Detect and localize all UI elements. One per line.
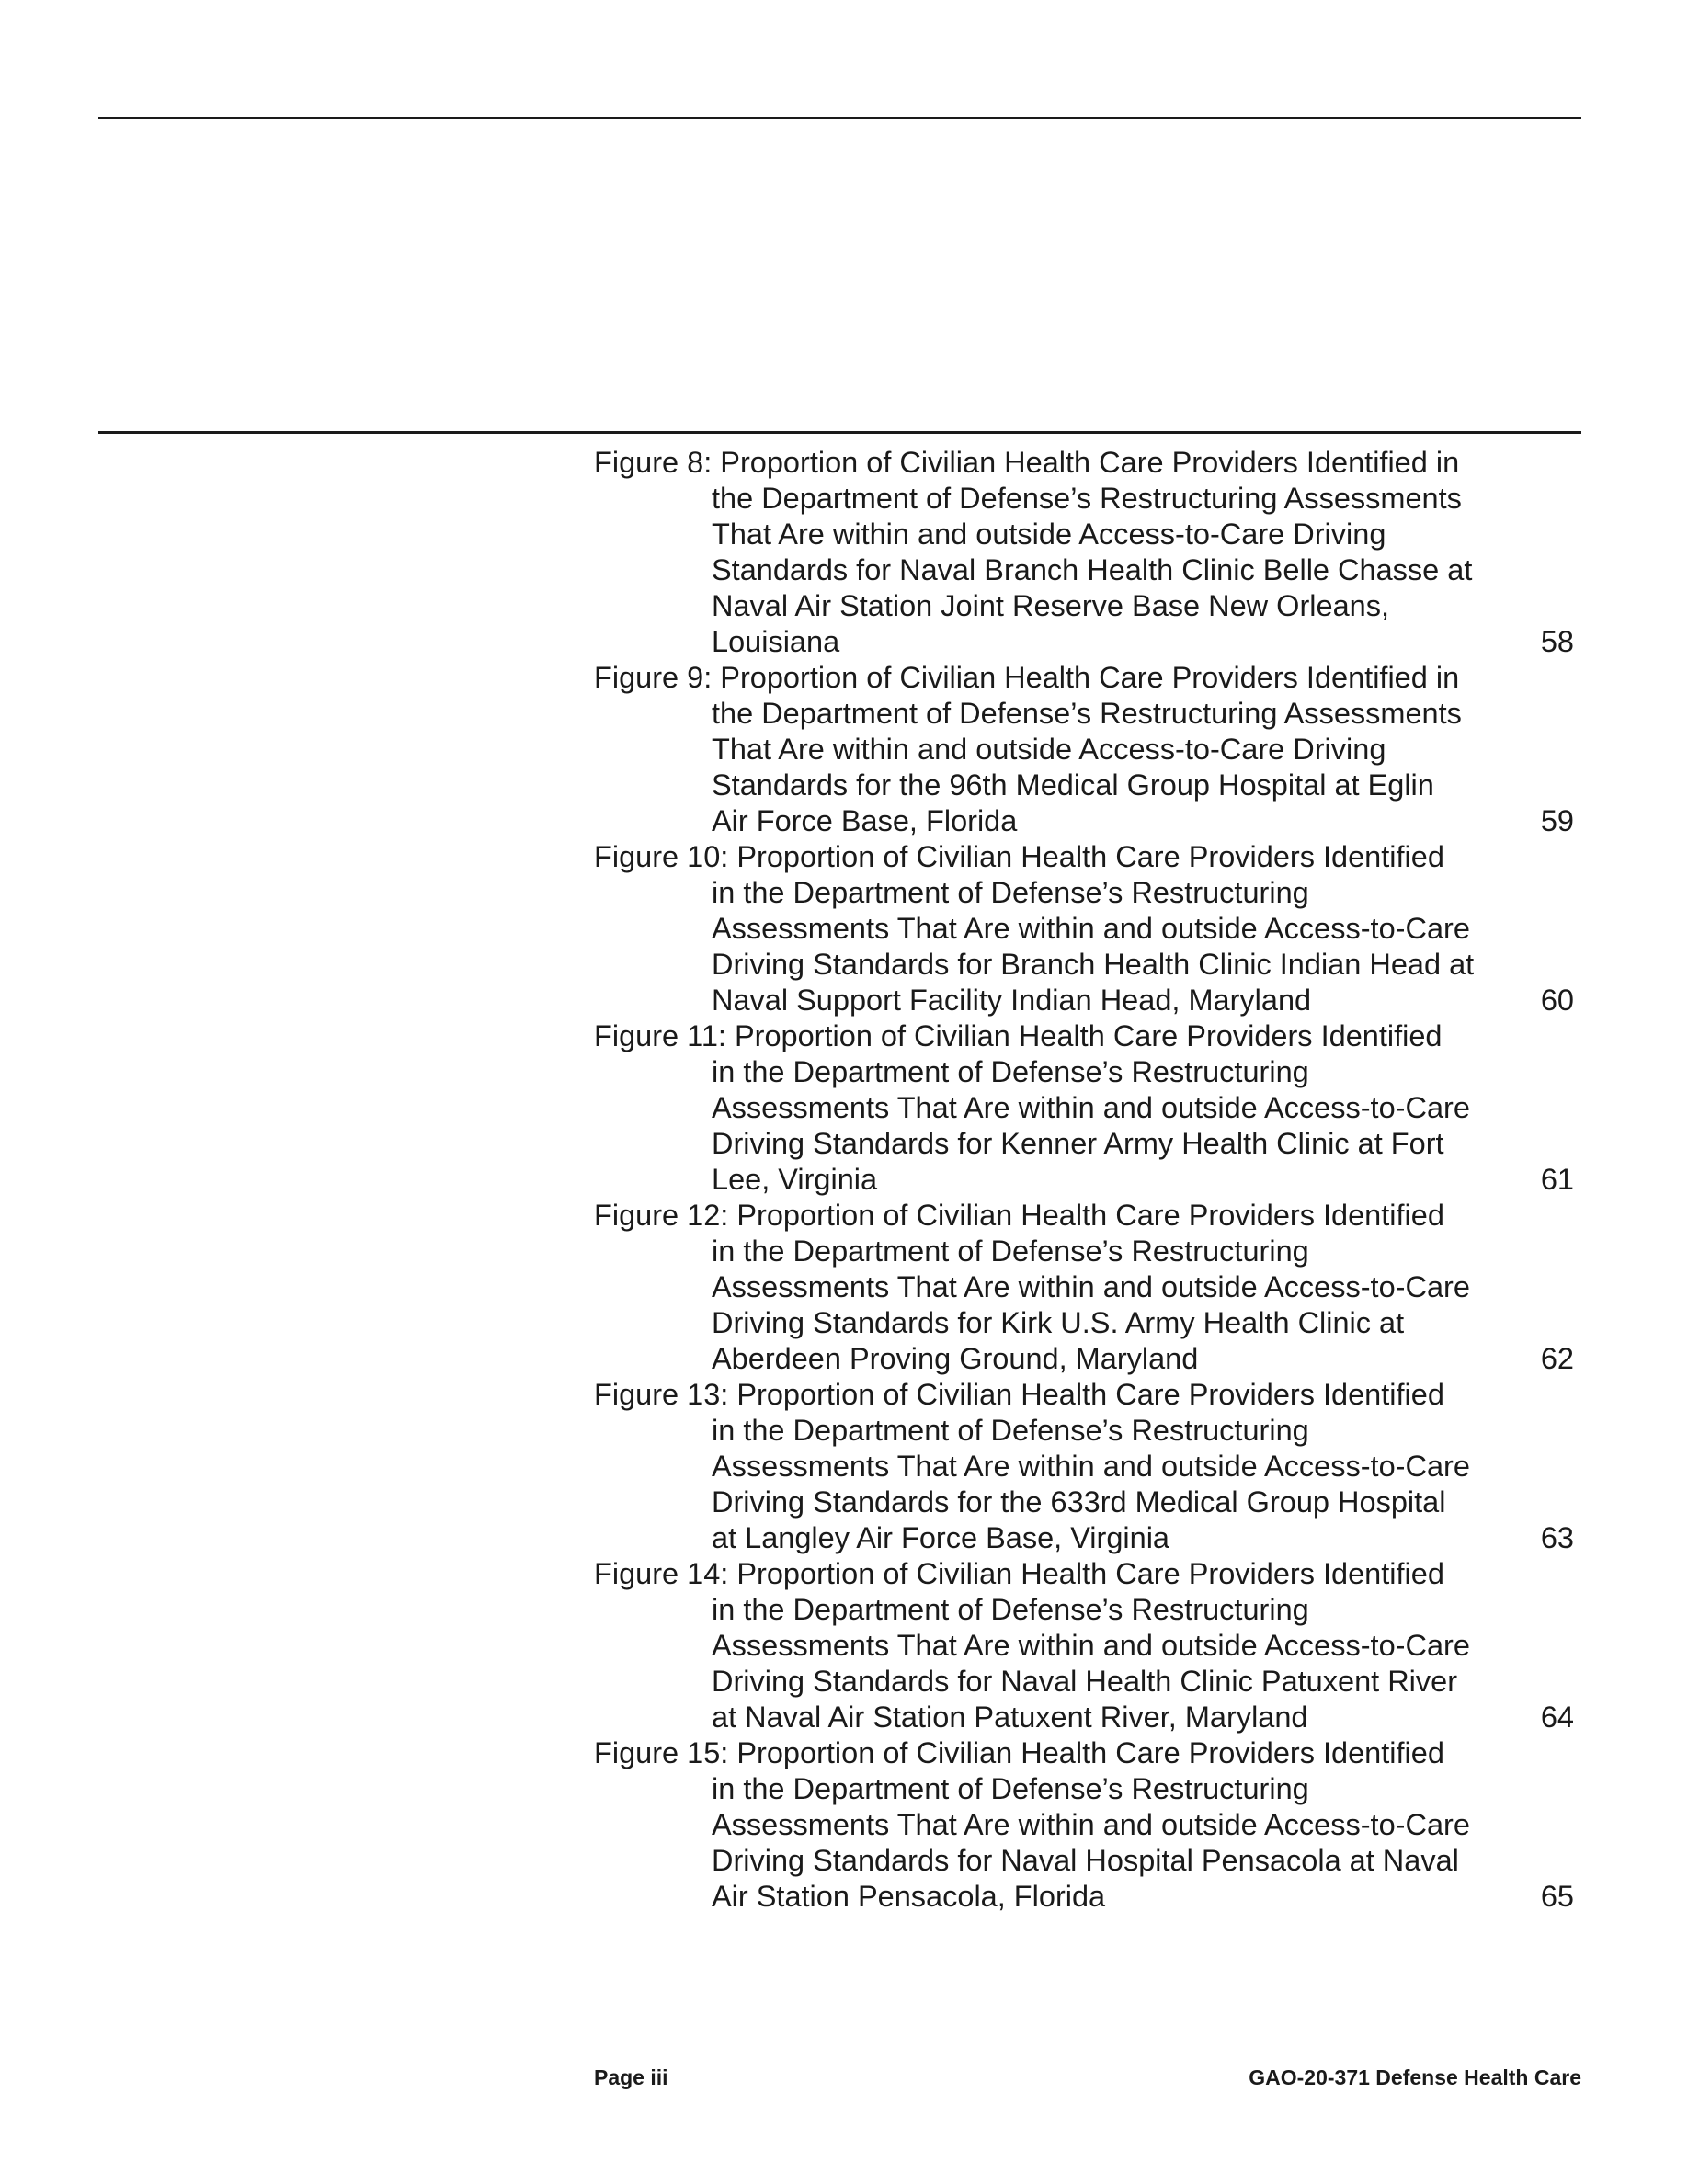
toc-entry-line: Assessments That Are within and outside Access-to-Care xyxy=(712,1808,1470,1841)
section-horizontal-rule xyxy=(98,431,1581,434)
toc-entry-title xyxy=(594,660,1486,839)
toc-entry-figure-8[interactable] xyxy=(594,445,1580,660)
toc-entry-line: Driving Standards for Naval Health Clinic Patuxent River xyxy=(712,1665,1458,1698)
toc-entry-title xyxy=(594,1377,1486,1556)
toc-entry-line: in the Department of Defense’s Restructuring xyxy=(712,1593,1309,1626)
toc-entry-line: at Langley Air Force Base, Virginia xyxy=(712,1521,1170,1554)
toc-entry-line: the Department of Defense’s Restructuring Assessments xyxy=(712,697,1462,730)
toc-entry-line: Driving Standards for Kenner Army Health Clinic at Fort xyxy=(712,1127,1444,1160)
toc-page-number: 60 xyxy=(1540,984,1574,1017)
toc-entry-line: Assessments That Are within and outside Access-to-Care xyxy=(712,912,1470,945)
toc-entry-line: Air Force Base, Florida xyxy=(712,804,1018,837)
toc-entry-line: Figure 12: Proportion of Civilian Health Care Providers Identified xyxy=(594,1199,1444,1232)
toc-entry-line: in the Department of Defense’s Restructuring xyxy=(712,1234,1309,1268)
toc-entry-line: Assessments That Are within and outside Access-to-Care xyxy=(712,1629,1470,1662)
toc-entry-line: Standards for Naval Branch Health Clinic Belle Chasse at xyxy=(712,553,1473,586)
footer-page-label: Page iii xyxy=(594,2065,668,2089)
toc-entry-line: Figure 15: Proportion of Civilian Health Care Providers Identified xyxy=(594,1736,1444,1769)
toc-entry-line: Driving Standards for the 633rd Medical Group Hospital xyxy=(712,1485,1446,1519)
toc-entry-figure-13[interactable] xyxy=(594,1377,1580,1556)
toc-entry-title xyxy=(594,1018,1486,1198)
toc-entry-line: That Are within and outside Access-to-Care Driving xyxy=(712,733,1386,766)
footer-report-label: GAO-20-371 Defense Health Care xyxy=(1249,2065,1581,2089)
toc-entry-line: in the Department of Defense’s Restructuring xyxy=(712,1772,1309,1805)
toc-entry-figure-9[interactable] xyxy=(594,660,1580,839)
toc-entry-line: in the Department of Defense’s Restructuring xyxy=(712,1414,1309,1447)
toc-entry-figure-12[interactable] xyxy=(594,1198,1580,1377)
toc-page-number: 65 xyxy=(1540,1880,1574,1913)
toc-entry-figure-14[interactable] xyxy=(594,1556,1580,1735)
toc-entry-line: That Are within and outside Access-to-Care Driving xyxy=(712,518,1386,551)
toc-entry-line: in the Department of Defense’s Restructuring xyxy=(712,1055,1309,1088)
toc-page-number: 59 xyxy=(1540,804,1574,837)
toc-entry-title xyxy=(594,1735,1486,1915)
toc-entry-line: Figure 9: Proportion of Civilian Health Care Providers Identified in xyxy=(594,661,1460,694)
toc-entry-title xyxy=(594,1198,1486,1377)
top-horizontal-rule xyxy=(98,117,1581,119)
toc-page-number: 63 xyxy=(1540,1521,1574,1554)
toc-entry-line: Figure 14: Proportion of Civilian Health Care Providers Identified xyxy=(594,1557,1444,1590)
toc-page-number: 64 xyxy=(1540,1701,1574,1734)
list-of-figures xyxy=(594,445,1580,1915)
toc-entry-line: Figure 11: Proportion of Civilian Health Care Providers Identified xyxy=(594,1019,1443,1052)
toc-entry-line: Figure 8: Proportion of Civilian Health Care Providers Identified in xyxy=(594,446,1460,479)
toc-entry-line: Assessments That Are within and outside Access-to-Care xyxy=(712,1091,1470,1124)
toc-entry-line: Figure 13: Proportion of Civilian Health Care Providers Identified xyxy=(594,1378,1444,1411)
toc-entry-line: Louisiana xyxy=(712,625,840,658)
toc-page-number: 62 xyxy=(1540,1342,1574,1375)
toc-entry-line: Lee, Virginia xyxy=(712,1163,878,1196)
toc-entry-line: Air Station Pensacola, Florida xyxy=(712,1880,1106,1913)
toc-entry-line: Standards for the 96th Medical Group Hospital at Eglin xyxy=(712,768,1434,802)
toc-entry-line: Naval Air Station Joint Reserve Base New Orleans, xyxy=(712,589,1389,622)
toc-page-number: 61 xyxy=(1540,1163,1574,1196)
toc-entry-line: Figure 10: Proportion of Civilian Health Care Providers Identified xyxy=(594,840,1444,873)
toc-entry-title xyxy=(594,839,1486,1018)
toc-entry-line: in the Department of Defense’s Restructuring xyxy=(712,876,1309,909)
toc-entry-line: Assessments That Are within and outside Access-to-Care xyxy=(712,1450,1470,1483)
toc-entry-figure-11[interactable] xyxy=(594,1018,1580,1198)
toc-entry-line: the Department of Defense’s Restructuring Assessments xyxy=(712,482,1462,515)
toc-entry-line: Driving Standards for Naval Hospital Pensacola at Naval xyxy=(712,1844,1459,1877)
toc-entry-figure-15[interactable] xyxy=(594,1735,1580,1915)
toc-entry-line: Assessments That Are within and outside Access-to-Care xyxy=(712,1270,1470,1303)
toc-entry-line: at Naval Air Station Patuxent River, Maryland xyxy=(712,1701,1308,1734)
toc-entry-line: Aberdeen Proving Ground, Maryland xyxy=(712,1342,1199,1375)
toc-page-number: 58 xyxy=(1540,625,1574,658)
toc-entry-title xyxy=(594,1556,1486,1735)
toc-entry-line: Driving Standards for Kirk U.S. Army Health Clinic at xyxy=(712,1306,1405,1339)
toc-entry-line: Driving Standards for Branch Health Clinic Indian Head at xyxy=(712,948,1475,981)
toc-entry-title xyxy=(594,445,1486,660)
toc-entry-line: Naval Support Facility Indian Head, Maryland xyxy=(712,984,1312,1017)
toc-entry-figure-10[interactable] xyxy=(594,839,1580,1018)
